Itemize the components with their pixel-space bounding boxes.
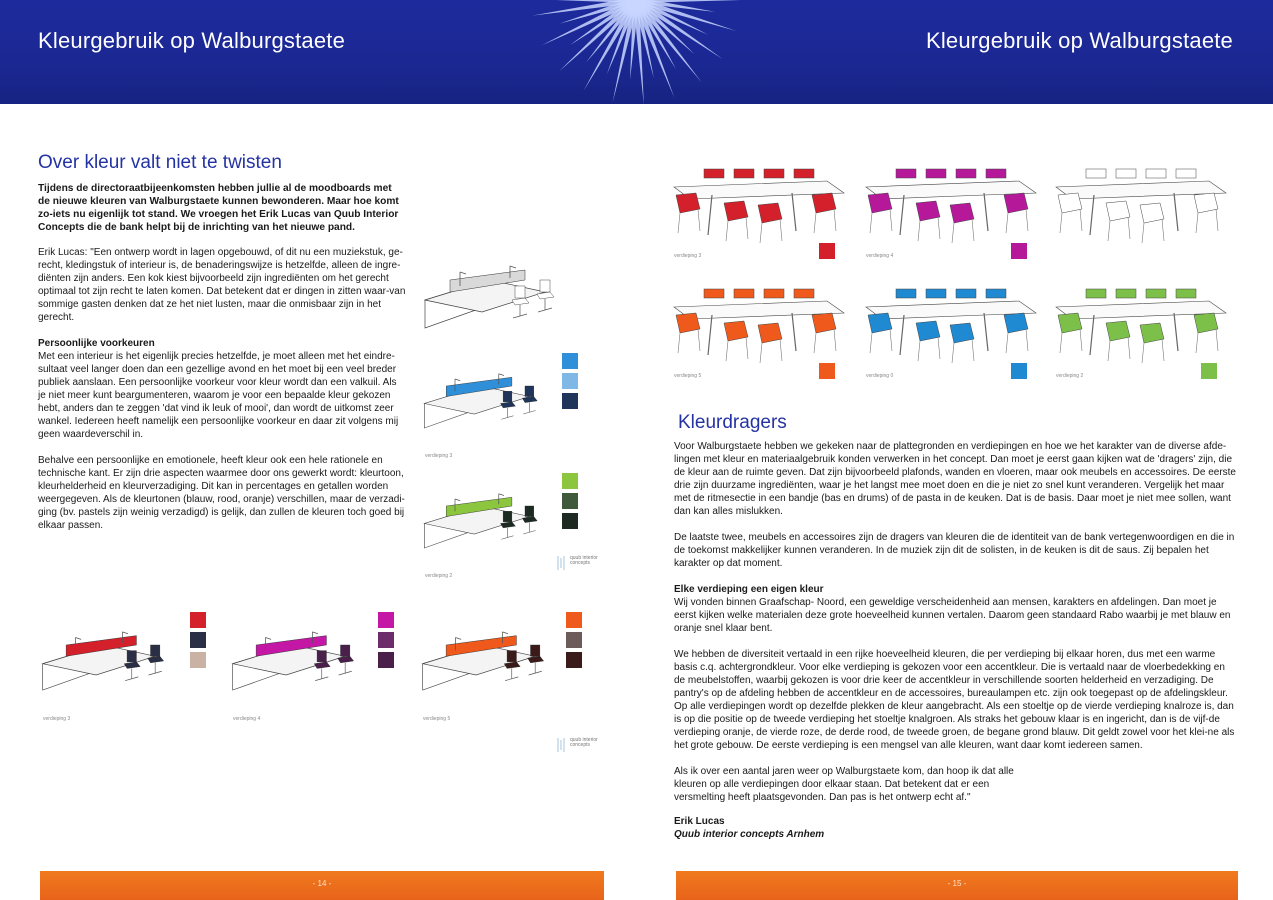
bottom-caption-3: verdieping 5: [423, 716, 451, 722]
chair-shell: [916, 321, 940, 341]
meeting-table-illustration: [864, 165, 1044, 250]
chair-shell: [1004, 193, 1028, 213]
right-heading: Kleurdragers: [678, 412, 787, 433]
chair-back-far: [896, 169, 916, 178]
left-paragraph-1: Erik Lucas: "Een ontwerp wordt in lagen opgebouwd, of dit nu een muziekstuk, ge-recht, kledingstuk of interieur is, de benaderingswijze is hetzelfde, alleen de ingre-diënten zijn anders. Een kok kiest bijvoorbeeld zijn ingrediënten om het gerecht optimaal tot zijn recht te laten komen. Dat betekent dat er dingen in zitten waar-van sommige gasten denken dat ze het niet lusten, maar die onmisbaar zijn in het gerecht.: [38, 247, 406, 323]
table-leg: [1090, 315, 1094, 355]
left-footer-bar: [40, 871, 604, 900]
desk-lamp: [455, 499, 460, 501]
chair-leg: [952, 223, 954, 243]
left-subheading: Persoonlijke voorkeuren: [38, 338, 155, 349]
bottom-illustration-1: [38, 610, 228, 730]
color-swatch: [378, 612, 394, 628]
right-paragraph-2: De laatste twee, meubels en accessoires zijn de dragers van kleuren die de identiteit van de bank vertegenwoordigen en die in de toekomst makkelijker kunnen veranderen. In de muziek zijn dit de solisten, in de keuken is dit de saus. Zij bepalen het karakter op dat moment.: [674, 532, 1235, 569]
starburst-graphic-left: [406, 0, 636, 104]
color-swatch: [1011, 363, 1027, 379]
chair-leg: [834, 209, 836, 231]
meeting-table-illustration: [672, 285, 852, 370]
chair-leg: [890, 209, 892, 231]
chair-back-far: [1146, 289, 1166, 298]
color-swatch: [566, 652, 582, 668]
color-swatch: [562, 373, 578, 389]
chair-leg: [952, 343, 954, 363]
meeting-table-illustration: [1054, 285, 1234, 370]
table-leg: [900, 195, 904, 235]
chair-back: [507, 651, 516, 662]
chair-shell: [758, 203, 782, 223]
starburst-ray: [556, 0, 636, 3]
left-paragraph-3: Behalve een persoonlijke en emotionele, heeft kleur ook een hele rationele en technische kant. Er zijn drie aspecten waarmee door ons gewerkt wordt: kleurtoon, kleurhelderheid en kleurverzadiging. Dit kan in percentages en getallen worden weergegeven. Als de kleurtonen (blauw, rood, oranje) verschillen, maar de verzadi-ging (bv. pastels zijn weinig verzadigd) is gelijk, dan zullen de kleuren toch goed bij elkaar passen.: [38, 455, 405, 531]
desk-lamp: [456, 638, 462, 640]
side-caption-2: verdieping 3: [425, 453, 453, 459]
floor-illustration: [864, 285, 1044, 385]
table-leg: [708, 195, 712, 235]
desk-lamp: [502, 632, 508, 634]
chair-back-far: [926, 289, 946, 298]
signature: [674, 815, 824, 841]
chair-leg: [918, 221, 920, 241]
chair-leg: [1128, 217, 1130, 239]
chair-leg: [1080, 209, 1082, 231]
floor-caption: verdieping 2: [1056, 373, 1084, 379]
color-swatch: [190, 612, 206, 628]
chair-back-far: [1116, 289, 1136, 298]
bottom-illustration-3: [418, 610, 608, 730]
chair-leg: [814, 333, 816, 353]
chair-shell: [916, 201, 940, 221]
desk-lamp: [455, 379, 460, 381]
chair-leg: [698, 209, 700, 231]
quub-logo-text: quub interior concepts: [570, 555, 598, 566]
chair-shell: [950, 323, 974, 343]
chair-leg: [760, 343, 762, 363]
chair-shell: [676, 313, 700, 333]
chair-leg: [1006, 213, 1008, 233]
side-caption-3: verdieping 2: [425, 573, 453, 579]
chair-leg: [814, 213, 816, 233]
chair-leg: [1196, 333, 1198, 353]
color-swatch: [190, 652, 206, 668]
chair-shell: [1058, 193, 1082, 213]
chair-leg: [1026, 209, 1028, 231]
right-subheading: Elke verdieping een eigen kleur: [674, 584, 824, 595]
table-leg: [792, 313, 796, 351]
left-heading: Over kleur valt niet te twisten: [38, 152, 282, 173]
desk-lamp: [76, 638, 82, 640]
color-swatch: [566, 632, 582, 648]
chair-leg: [1142, 343, 1144, 363]
chair-leg: [1162, 219, 1164, 241]
color-swatch: [819, 363, 835, 379]
author-name: Erik Lucas: [674, 816, 725, 827]
chair-leg: [870, 333, 872, 353]
chair-back-far: [734, 169, 754, 178]
desk-lamp: [266, 638, 272, 640]
chair-back: [531, 645, 540, 656]
floor-caption: verdieping 0: [866, 373, 894, 379]
chair-leg: [938, 217, 940, 239]
table-leg: [900, 315, 904, 355]
color-swatch: [562, 393, 578, 409]
quub-logo-1: [556, 554, 604, 576]
chair-leg: [1196, 213, 1198, 233]
floor-illustration: [864, 165, 1044, 265]
color-swatch: [190, 632, 206, 648]
chair-back-far: [956, 169, 976, 178]
table-leg: [984, 313, 988, 351]
desk-illustration: [420, 250, 580, 342]
side-illustration-1: [420, 250, 620, 350]
chair-back: [127, 651, 136, 662]
chair-leg: [938, 337, 940, 359]
chair-leg: [870, 213, 872, 233]
table-leg: [708, 315, 712, 355]
chair-back: [540, 280, 550, 292]
chair-leg: [780, 219, 782, 241]
chair-leg: [1216, 329, 1218, 351]
right-footer-bar: [676, 871, 1238, 900]
chair-leg: [726, 221, 728, 241]
chair-back-far: [1086, 169, 1106, 178]
chair-leg: [1162, 339, 1164, 361]
chair-back-far: [926, 169, 946, 178]
chair-leg: [1060, 333, 1062, 353]
desk-illustration: [420, 350, 560, 450]
chair-back-far: [986, 169, 1006, 178]
chair-shell: [950, 203, 974, 223]
chair-leg: [760, 223, 762, 243]
left-page-number: - 14 -: [312, 879, 332, 888]
meeting-table-illustration: [672, 165, 852, 250]
chair-leg: [1142, 223, 1144, 243]
table-leg: [1174, 313, 1178, 351]
color-swatch: [1011, 243, 1027, 259]
left-banner: [0, 0, 636, 104]
chair-leg: [834, 329, 836, 351]
color-swatch: [562, 493, 578, 509]
chair-shell: [812, 193, 836, 213]
chair-back: [151, 645, 160, 656]
chair-leg: [698, 329, 700, 351]
right-paragraph-1: Voor Walburgstaete hebben we gekeken naar de plattegronden en verdiepingen en hoe we het karakter van de diverse afde-lingen met kleur en materiaalgebruik konden verwerken in het concept. Dan moet je eerst gaan kijken wat de 'dragers' zijn, die de kleur aan de ruimte geven. Dat zijn bijvoorbeeld plafonds, wanden en vloeren, maar ook meubels en accessoires. De eerste drie zijn duurzame ingrediënten, waar je het langst mee moet doen en die je niet zo snel kunt veranderen. Vergelijk het maar met de ritmesectie in een bandje (bas en drums) of de pasta in de keuken. Dat is de basis. Daar moet je niet mee sollen, want dan kan alles mislukken.: [674, 441, 1236, 517]
color-swatch: [562, 513, 578, 529]
chair-leg: [678, 333, 680, 353]
chair-leg: [678, 213, 680, 233]
chair-back-far: [956, 289, 976, 298]
color-swatch: [378, 632, 394, 648]
chair-shell: [724, 321, 748, 341]
right-body: [674, 440, 1236, 817]
floor-caption: verdieping 3: [674, 253, 702, 259]
floor-illustration: [1054, 285, 1234, 385]
chair-back-far: [764, 169, 784, 178]
chair-back-far: [794, 169, 814, 178]
right-paragraph-4: We hebben de diversiteit vertaald in een rijke hoeveelheid kleuren, die per verdieping bij elkaar horen, dus met een warme basis c.q. achtergrondkleur. Voor elke verdieping is gekozen voor een accentkleur. Die is vertaald naar de vloerbedekking en de meubelstoffen, waarbij gekozen is voor drie keer de accentkleur in verschillende soorten helderheid en verzadiging. De pantry's op de afdeling hebben de accentkleur en de accessoires, bureaulampen etc. zijn ook toegepast op de afdelingskleur. Op alle verdiepingen wordt op dezelfde plekken de kleur aangebracht. Als een stoeltje op de vierde verdieping knalroze is, dan is op die positie op de tweede verdieping het stoeltje knalgroen. Als straks het gebouw klaar is en ingericht, dan is de vijf-de verdieping oranje, de vierde roze, de derde rood, de tweede groen, de begane grond blauw. Dit geldt zowel voor het klei-ne als het grote gebouw. De eerste verdieping is een mengsel van alle kleuren, want daar komt iedereen samen.: [674, 649, 1235, 751]
chair-leg: [1080, 329, 1082, 351]
chair-leg: [918, 341, 920, 361]
chair-back-far: [896, 289, 916, 298]
right-paragraph-5: Als ik over een aantal jaren weer op Walburgstaete kom, dan hoop ik dat alle kleuren op alle verdiepingen door elkaar staan. Dat betekent dat er een versmelting heeft plaatsgevonden. Dan pas is het ontwerp echt af.": [674, 766, 1014, 803]
left-page: [0, 0, 636, 900]
chair-leg: [1026, 329, 1028, 351]
chair-back: [503, 391, 512, 402]
floor-caption: verdieping 4: [866, 253, 894, 259]
table-leg: [984, 193, 988, 231]
color-swatch: [562, 473, 578, 489]
floor-illustration: [672, 285, 852, 385]
chair-back-far: [794, 289, 814, 298]
chair-leg: [1108, 341, 1110, 361]
desk-illustration: [420, 470, 560, 570]
chair-leg: [1128, 337, 1130, 359]
desk-lamp: [460, 272, 466, 274]
left-body: [38, 246, 406, 545]
side-illustration-2: [420, 350, 620, 460]
chair-shell: [758, 323, 782, 343]
chair-shell: [1140, 203, 1164, 223]
floor-illustration: [672, 165, 852, 265]
chair-shell: [1106, 321, 1130, 341]
chair-back: [525, 506, 534, 517]
chair-back-far: [1176, 169, 1196, 178]
desk-illustration: [38, 610, 188, 710]
right-banner: [636, 0, 1273, 104]
chair-leg: [1006, 333, 1008, 353]
chair-back: [317, 651, 326, 662]
chair-leg: [890, 329, 892, 351]
right-page: [636, 0, 1273, 900]
left-banner-title: Kleurgebruik op Walburgstaete: [38, 28, 346, 53]
chair-back-far: [1176, 289, 1196, 298]
right-banner-title: Kleurgebruik op Walburgstaete: [925, 28, 1233, 53]
chair-back: [503, 511, 512, 522]
color-swatch: [819, 243, 835, 259]
chair-leg: [726, 341, 728, 361]
chair-leg: [972, 219, 974, 241]
chair-leg: [1216, 209, 1218, 231]
chair-shell: [1194, 193, 1218, 213]
chair-leg: [746, 217, 748, 239]
desk-illustration: [418, 610, 568, 710]
meeting-table-illustration: [864, 285, 1044, 370]
color-swatch: [566, 612, 582, 628]
chair-shell: [1194, 313, 1218, 333]
chair-back-far: [704, 169, 724, 178]
desk-lamp: [312, 632, 318, 634]
desk-lamp: [122, 632, 128, 634]
color-swatch: [378, 652, 394, 668]
chair-shell: [1004, 313, 1028, 333]
chair-back-far: [1086, 289, 1106, 298]
color-swatch: [562, 353, 578, 369]
left-intro: Tijdens de directoraatbijeenkomsten hebben jullie al de moodboards met de nieuwe kleuren van Walburgstaete kunnen bewonderen. Maar hoe komt zo-iets nu eigenlijk tot stand. We vroegen het Erik Lucas van Quub Interior Concepts die de bank helpt bij de inrichting van het nieuwe pand.: [38, 183, 399, 233]
desk-illustration: [228, 610, 378, 710]
chair-leg: [1108, 221, 1110, 241]
chair-back-far: [986, 289, 1006, 298]
chair-back-far: [704, 289, 724, 298]
quub-logo-text: quub interior concepts: [570, 737, 598, 748]
chair-leg: [972, 339, 974, 361]
chair-back: [515, 286, 525, 298]
desk-lamp: [499, 494, 504, 496]
floor-caption: verdieping 5: [674, 373, 702, 379]
quub-logo-mark: [556, 736, 568, 754]
desk-lamp: [499, 374, 504, 376]
bottom-caption-2: verdieping 4: [233, 716, 261, 722]
bottom-caption-1: verdieping 3: [43, 716, 71, 722]
chair-leg: [780, 339, 782, 361]
chair-shell: [724, 201, 748, 221]
desk-lamp: [510, 266, 516, 268]
right-page-number: - 15 -: [947, 879, 967, 888]
chair-shell: [676, 193, 700, 213]
right-paragraph-3: Wij vonden binnen Graafschap- Noord, een geweldige verscheidenheid aan mensen, karakters en afdelingen. Dan moet je eerst kijken welke materialen deze grote hoeveelheid kunnen vertalen. Daarom geen standaard Rabo waarbij je met blauw en oranje snel klaar bent.: [674, 597, 1231, 634]
table-leg: [792, 193, 796, 231]
floor-illustration: [1054, 165, 1234, 265]
chair-shell: [1106, 201, 1130, 221]
chair-shell: [1058, 313, 1082, 333]
left-paragraph-2: Met een interieur is het eigenlijk precies hetzelfde, je moet alleen met het eindre-sultaat veel langer doen dan een gezellige avond en het moet bij een veel breder publiek aanslaan. Een persoonlijke voorkeur voor kleur wordt dan een valkuil. Als je niet meer kunt beargumenteren, waarom je voor een bepaalde kleur gekozen hebt, anders dan te zeggen 'dat vind ik leuk of mooi', dan wordt de uitkomst zeer wankel. Iedereen heeft namelijk een persoonlijke voorkeur en daar zit volgens mij geen waardeverschil in.: [38, 351, 399, 440]
starburst-graphic-right: [636, 0, 866, 104]
chair-leg: [746, 337, 748, 359]
chair-shell: [1140, 323, 1164, 343]
bottom-illustration-2: [228, 610, 418, 730]
color-swatch: [1201, 363, 1217, 379]
chair-shell: [868, 193, 892, 213]
chair-back-far: [734, 289, 754, 298]
quub-logo-2: [556, 736, 604, 758]
chair-back: [341, 645, 350, 656]
quub-logo-mark: [556, 554, 568, 572]
table-leg: [1090, 195, 1094, 235]
table-leg: [1174, 193, 1178, 231]
chair-back: [525, 386, 534, 397]
author-company: Quub interior concepts Arnhem: [674, 829, 825, 840]
chair-back-far: [1116, 169, 1136, 178]
chair-leg: [1060, 213, 1062, 233]
chair-back-far: [1146, 169, 1166, 178]
chair-shell: [812, 313, 836, 333]
meeting-table-illustration: [1054, 165, 1234, 250]
chair-shell: [868, 313, 892, 333]
chair-back-far: [764, 289, 784, 298]
